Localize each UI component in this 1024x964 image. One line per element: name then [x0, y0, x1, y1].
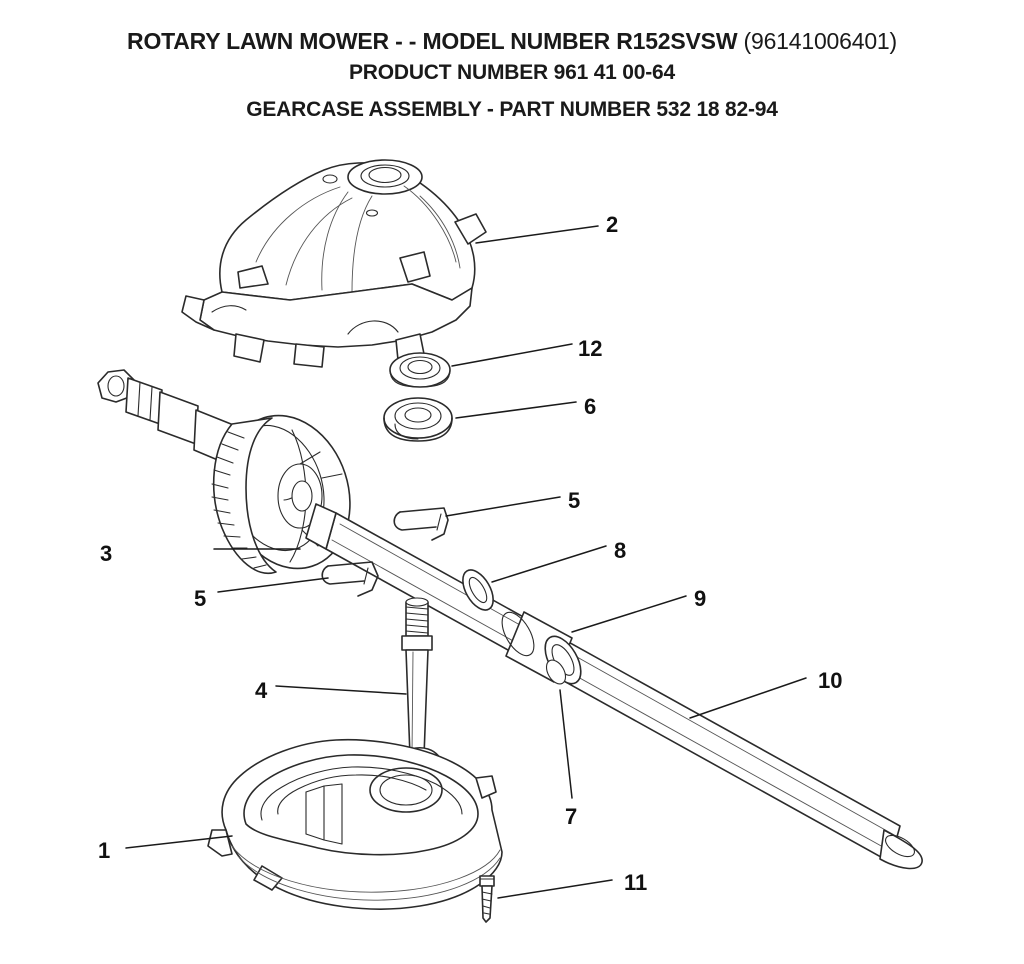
product-number-line: PRODUCT NUMBER 961 41 00-64 — [348, 61, 676, 84]
callout-5-upper: 5 — [568, 488, 581, 513]
callout-7: 7 — [565, 804, 578, 829]
callout-10: 10 — [818, 668, 843, 693]
callout-3: 3 — [100, 541, 113, 566]
callout-5-lower: 5 — [194, 586, 207, 611]
callout-6: 6 — [584, 394, 597, 419]
callout-4: 4 — [255, 678, 268, 703]
callout-8: 8 — [614, 538, 627, 563]
model-number: R152SVSW — [616, 28, 738, 54]
part-retainer-clip-upper — [394, 508, 448, 540]
callout-1: 1 — [98, 838, 111, 863]
part-gearcase-cover — [182, 160, 486, 367]
callout-11: 11 — [624, 870, 648, 895]
part-gearcase-housing — [208, 740, 502, 909]
part-ball-bearing — [384, 398, 452, 441]
part-oil-seal — [390, 353, 450, 387]
part-worm-gear-shaft — [98, 370, 369, 585]
assembly-part-number-line: GEARCASE ASSEMBLY - PART NUMBER 532 18 82-94 — [246, 98, 778, 121]
callout-2: 2 — [606, 212, 619, 237]
model-title-prefix: ROTARY LAWN MOWER - - MODEL NUMBER — [127, 28, 617, 54]
model-serial-code: (96141006401) — [737, 28, 897, 54]
callout-12: 12 — [578, 336, 603, 361]
part-screw — [480, 876, 494, 922]
callout-9: 9 — [694, 586, 707, 611]
